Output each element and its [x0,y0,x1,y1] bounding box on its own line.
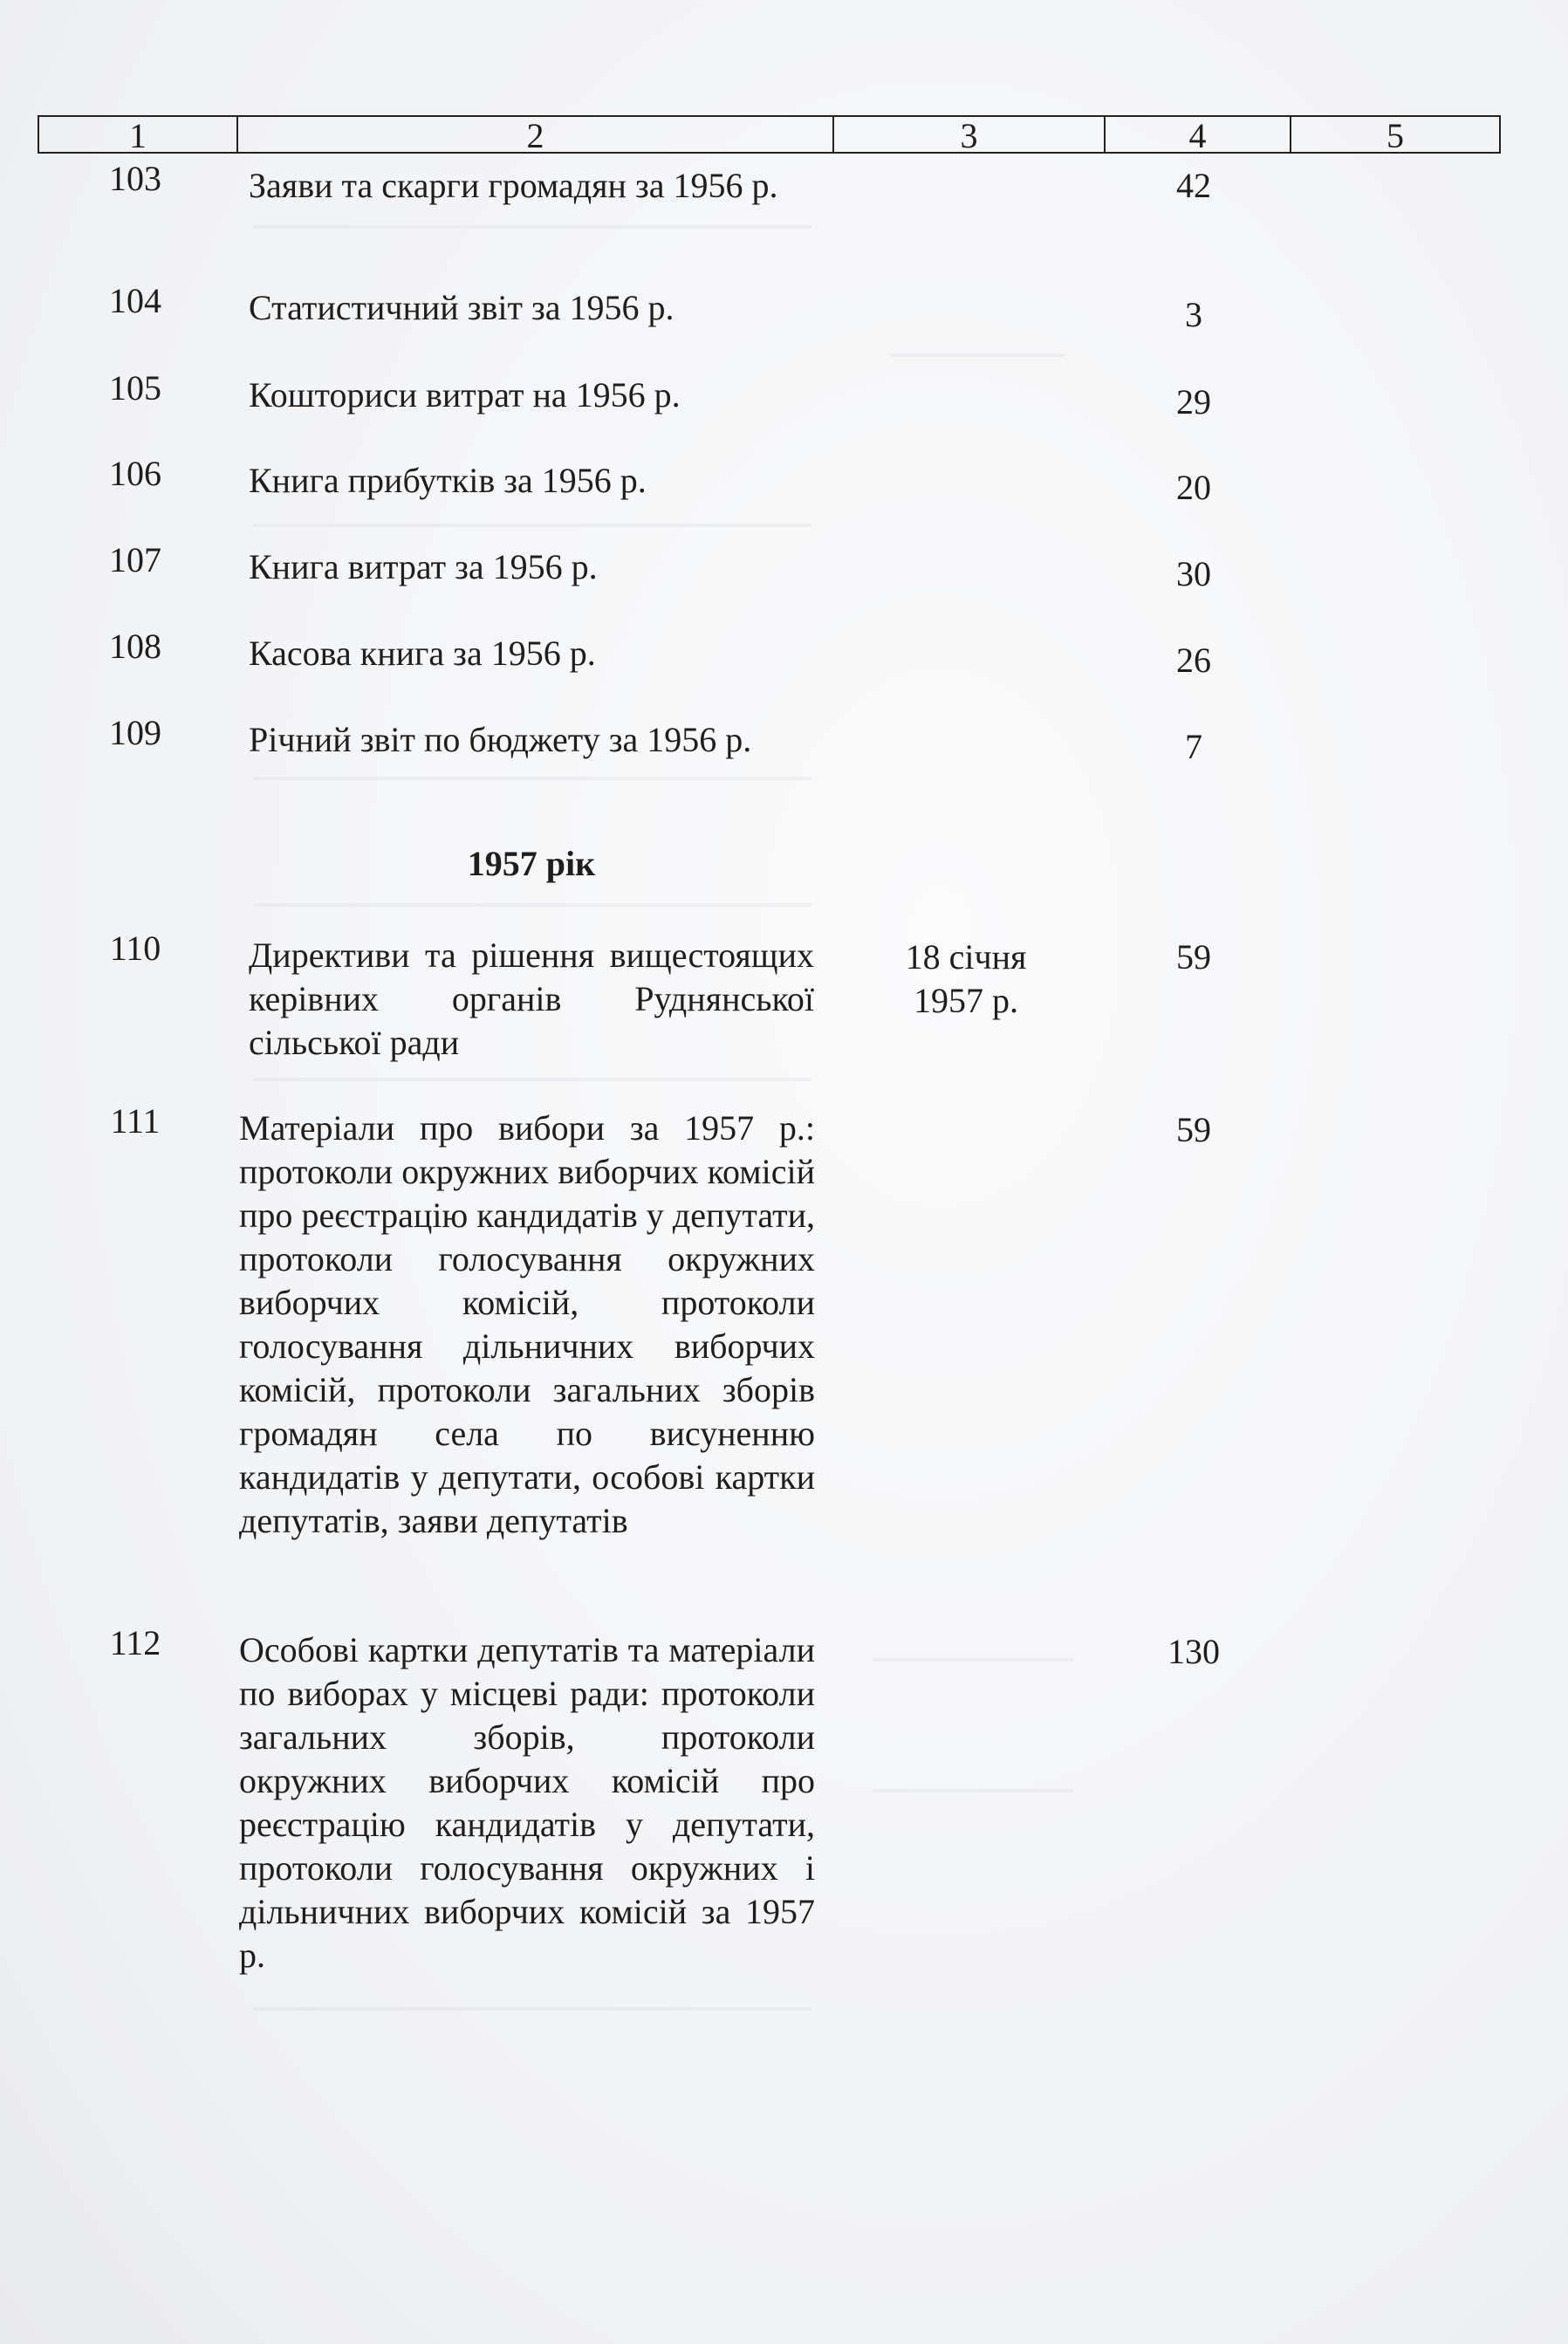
entry-count: 30 [1176,554,1211,593]
entry-count: 130 [1167,1632,1220,1671]
entry-title: Книга витрат за 1956 р. [249,547,598,586]
entry-title: Книга прибутків за 1956 р. [249,461,647,500]
entry-number: 109 [109,713,161,752]
entry-count: 7 [1185,727,1202,766]
entry-number: 111 [110,1101,161,1141]
entry-number: 112 [109,1623,161,1662]
entry-title: Заяви та скарги громадян за 1956 р. [249,166,778,205]
entry-date: 18 січня 1957 р. [905,937,1027,1020]
entry-title: Статистичний звіт за 1956 р. [249,288,674,327]
entry-title: Особові картки депутатів та матеріали по виборах у місцеві ради: протоколи загальних зборів, протоколи окружних виборчих комісій про реєстрацію кандидатів у депутати, протоколи голосування окружних і дільничних виборчих комісій за 1957 р. [239,1630,815,1975]
entry-number: 103 [109,159,161,198]
entry-title: Директиви та рішення вищестоящих керівних органів Руднянської сільської ради [249,936,814,1062]
header-col-3: 3 [834,117,1106,152]
entry-title: Кошториси витрат на 1956 р. [249,375,681,415]
entry-number: 104 [109,281,161,320]
entry-title: Матеріали про вибори за 1957 р.: протоколи окружних виборчих комісій про реєстрацію кандидатів у депутати, протоколи голосування окружних виборчих комісій, протоколи голосування дільничних виборчих комісій, протоколи загальних зборів громадян села по висуненню кандидатів у депутати, особові картки депутатів, заяви депутатів [239,1108,815,1540]
entry-count: 42 [1176,166,1211,205]
entry-count: 59 [1176,937,1211,977]
entry-count: 3 [1185,295,1202,334]
year-heading: 1957 рік [467,844,596,883]
header-col-2: 2 [238,117,834,152]
entry-count: 26 [1176,641,1211,680]
entry-title: Річний звіт по бюджету за 1956 р. [249,720,752,759]
header-col-5: 5 [1387,116,1404,155]
header-col-1: 1 [39,117,238,152]
entry-count: 59 [1176,1110,1211,1149]
entry-count: 29 [1176,382,1211,422]
entry-number: 106 [109,454,161,493]
entry-number: 110 [109,929,161,968]
entry-number: 108 [109,627,161,666]
entry-number: 107 [109,540,161,579]
entry-number: 105 [109,368,161,408]
header-col-4: 4 [1106,117,1291,152]
entry-count: 20 [1176,468,1211,507]
table-header-row [38,115,1501,154]
entry-title: Касова книга за 1956 р. [249,634,596,673]
